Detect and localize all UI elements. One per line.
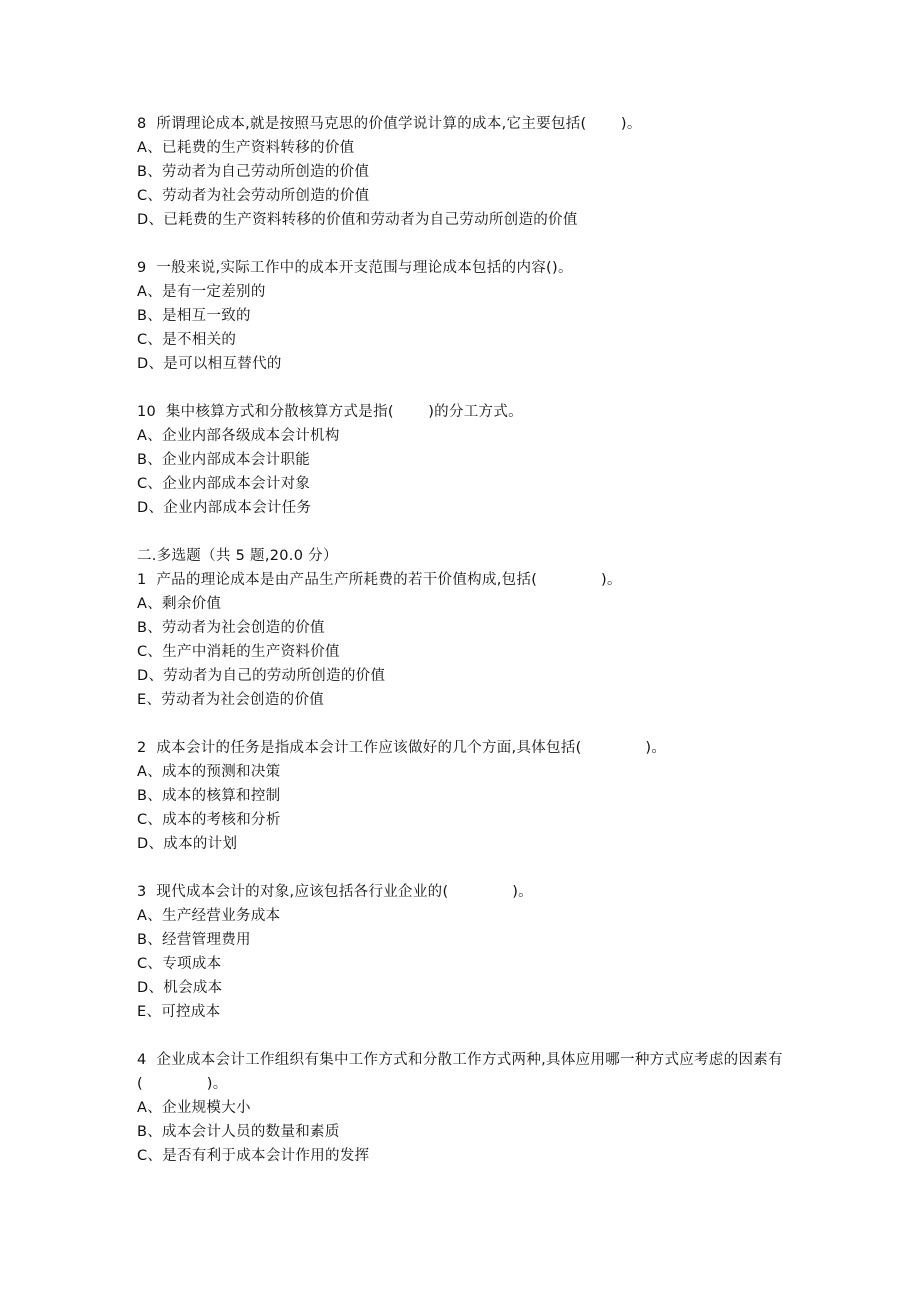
option-d: D、劳动者为自己的劳动所创造的价值 — [137, 668, 386, 684]
option-a: A、已耗费的生产资料转移的价值 — [137, 140, 355, 156]
spacer — [137, 520, 797, 544]
document-body — [137, 112, 797, 1168]
option-d: D、企业内部成本会计任务 — [137, 500, 312, 516]
option-d: D、是可以相互替代的 — [137, 356, 282, 372]
question-stem: 10 集中核算方式和分散核算方式是指( )的分工方式。 — [137, 404, 523, 420]
question-8 — [137, 112, 797, 232]
option-c: C、是否有利于成本会计作用的发挥 — [137, 1148, 370, 1164]
option-c: C、劳动者为社会劳动所创造的价值 — [137, 188, 370, 204]
option-e: E、劳动者为社会创造的价值 — [137, 692, 325, 708]
option-c: C、生产中消耗的生产资料价值 — [137, 644, 340, 660]
option-c: C、企业内部成本会计对象 — [137, 476, 311, 492]
option-e: E、可控成本 — [137, 1004, 221, 1020]
spacer — [137, 856, 797, 880]
option-a: A、企业内部各级成本会计机构 — [137, 428, 340, 444]
option-a: A、企业规模大小 — [137, 1100, 251, 1116]
option-c: C、成本的考核和分析 — [137, 812, 281, 828]
option-a: A、成本的预测和决策 — [137, 764, 281, 780]
spacer — [137, 1024, 797, 1048]
question-10 — [137, 400, 797, 520]
option-b: B、劳动者为社会创造的价值 — [137, 620, 325, 636]
spacer — [137, 712, 797, 736]
spacer — [137, 376, 797, 400]
option-c: C、专项成本 — [137, 956, 222, 972]
question-stem: 4 企业成本会计工作组织有集中工作方式和分散工作方式两种,具体应用哪一种方式应考虑的因素有( )。 — [137, 1052, 783, 1092]
option-a: A、剩余价值 — [137, 596, 222, 612]
question-9 — [137, 256, 797, 376]
section-heading-multi: 二.多选题（共 5 题,20.0 分） — [137, 548, 338, 564]
option-b: B、经营管理费用 — [137, 932, 251, 948]
option-b: B、企业内部成本会计职能 — [137, 452, 311, 468]
question-stem: 1 产品的理论成本是由产品生产所耗费的若干价值构成,包括( )。 — [137, 572, 622, 588]
option-b: B、成本的核算和控制 — [137, 788, 281, 804]
multi-question-4 — [137, 1048, 797, 1168]
multi-question-2 — [137, 736, 797, 856]
question-stem: 2 成本会计的任务是指成本会计工作应该做好的几个方面,具体包括( )。 — [137, 740, 667, 756]
option-d: D、成本的计划 — [137, 836, 238, 852]
spacer — [137, 232, 797, 256]
option-b: B、成本会计人员的数量和素质 — [137, 1124, 340, 1140]
option-d: D、已耗费的生产资料转移的价值和劳动者为自己劳动所创造的价值 — [137, 212, 578, 228]
option-b: B、是相互一致的 — [137, 308, 251, 324]
option-b: B、劳动者为自己劳动所创造的价值 — [137, 164, 370, 180]
multi-question-1 — [137, 568, 797, 712]
option-d: D、机会成本 — [137, 980, 223, 996]
option-c: C、是不相关的 — [137, 332, 237, 348]
question-stem: 8 所谓理论成本,就是按照马克思的价值学说计算的成本,它主要包括( )。 — [137, 116, 642, 132]
option-a: A、生产经营业务成本 — [137, 908, 281, 924]
option-a: A、是有一定差别的 — [137, 284, 266, 300]
multi-question-3 — [137, 880, 797, 1024]
question-stem: 3 现代成本会计的对象,应该包括各行业企业的( )。 — [137, 884, 533, 900]
question-stem: 9 一般来说,实际工作中的成本开支范围与理论成本包括的内容()。 — [137, 260, 573, 276]
